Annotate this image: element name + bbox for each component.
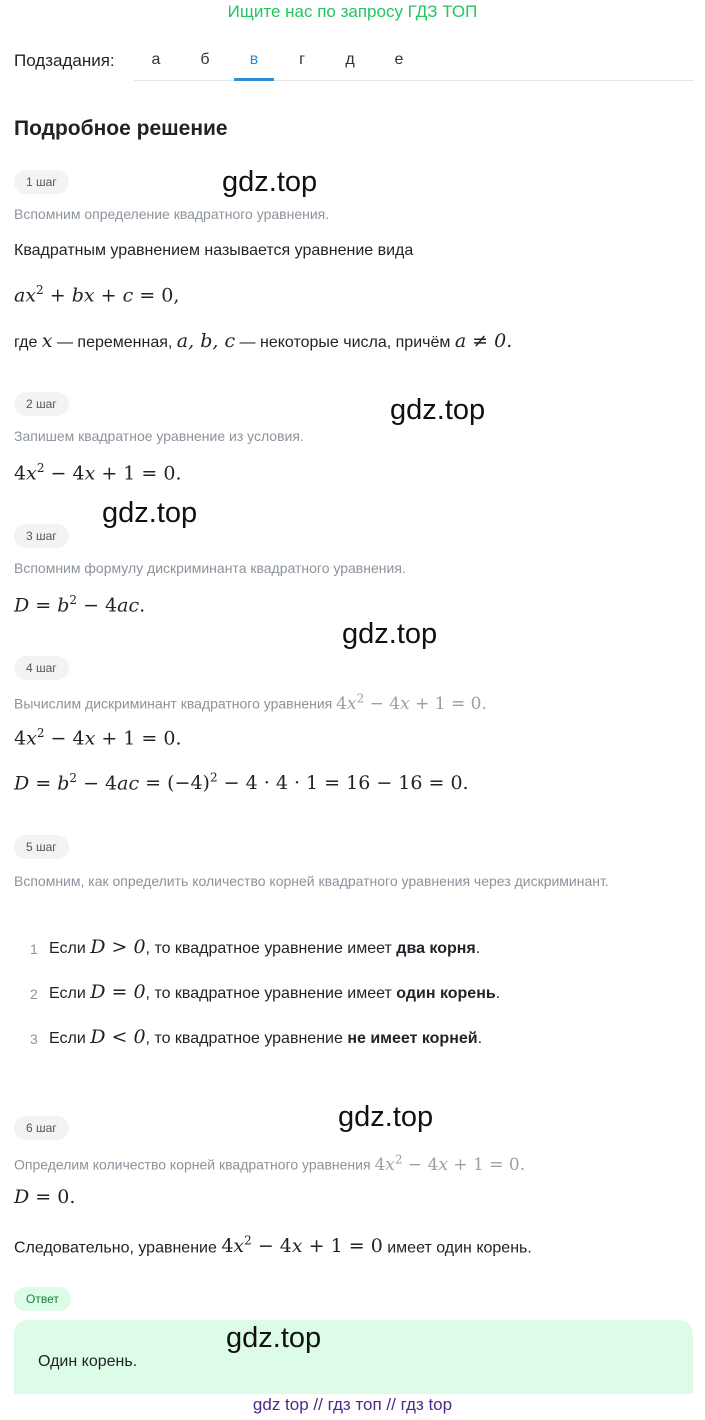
list-item-math: D = 0	[90, 981, 146, 1003]
step-4-hint	[14, 691, 487, 714]
step-3-badge: 3 шаг	[14, 524, 69, 548]
list-item-number: 3	[30, 1031, 38, 1047]
list-item-text: .	[495, 985, 501, 1002]
conclusion-math: $4x^2 - 4x + 1 = 0$	[221, 1234, 383, 1258]
step-4-formula-2: $D = b^2 - 4ac = (-4)^2 - 4 \cdot 4 \cdot 1 = 16 - 16 = 0$.	[14, 771, 469, 795]
footer-links: gdz top // гдз топ // гдз top	[252, 1395, 453, 1414]
def-text-2: — переменная,	[52, 334, 177, 351]
list-item	[49, 1026, 482, 1048]
tab-v[interactable]: в	[234, 44, 274, 81]
tab-d[interactable]: д	[345, 51, 355, 68]
def-text-1: где	[14, 334, 42, 351]
watermark: gdz.top	[390, 394, 486, 426]
step-4-hint-math: $4x^2 - 4x + 1 = 0$.	[336, 691, 487, 714]
list-item-number: 1	[30, 941, 38, 957]
step-1-definition	[14, 330, 512, 352]
promo-banner: Ищите нас по запросу ГДЗ ТОП	[227, 2, 478, 21]
step-6-badge: 6 шаг	[14, 1116, 69, 1140]
step-1-hint: Вспомним определение квадратного уравнения.	[14, 206, 330, 222]
step-6-hint	[14, 1152, 525, 1175]
solution-title: Подробное решение	[14, 117, 228, 140]
step-6-conclusion	[14, 1234, 532, 1257]
def-coeffs: a, b, c	[176, 330, 236, 352]
list-item-text: Если	[49, 985, 91, 1002]
list-item-text: Если	[49, 1030, 91, 1047]
step-6-formula: D = 0.	[14, 1186, 76, 1208]
step-5-hint: Вспомним, как определить количество корней квадратного уравнения через дискриминант.	[14, 873, 609, 889]
step-2-badge: 2 шаг	[14, 392, 69, 416]
list-item-text: Если	[49, 940, 91, 957]
answer-badge: Ответ	[14, 1287, 71, 1311]
tab-a[interactable]: а	[151, 51, 161, 68]
watermark: gdz.top	[226, 1322, 322, 1354]
step-4-badge: 4 шаг	[14, 656, 69, 680]
list-item	[49, 936, 480, 958]
tab-b[interactable]: б	[200, 51, 210, 68]
list-item-bold: не имеет корней	[347, 1030, 478, 1047]
answer-box	[14, 1320, 693, 1394]
step-2-hint: Запишем квадратное уравнение из условия.	[14, 428, 304, 444]
step-3-hint: Вспомним формулу дискриминанта квадратного уравнения.	[14, 560, 406, 576]
watermark: gdz.top	[102, 497, 198, 529]
list-item-text: , то квадратное уравнение	[145, 1030, 348, 1047]
subtasks-tabs	[134, 44, 694, 81]
def-text-3: — некоторые числа, причём	[235, 334, 455, 351]
step-3-formula: $D = b^2 - 4ac$.	[14, 593, 146, 617]
list-item-bold: один корень	[396, 985, 496, 1002]
list-item-bold: два корня	[396, 940, 476, 957]
list-item-math: D > 0	[90, 936, 146, 958]
step-2-formula: $4x^2 - 4x + 1 = 0$.	[14, 461, 182, 485]
watermark: gdz.top	[338, 1101, 434, 1133]
list-item-text: .	[475, 940, 481, 957]
list-item-text: , то квадратное уравнение имеет	[145, 985, 397, 1002]
step-4-formula-1: $4x^2 - 4x + 1 = 0$.	[14, 726, 182, 750]
answer-text: Один корень.	[38, 1353, 138, 1370]
list-item	[49, 981, 500, 1003]
subtasks-label: Подзадания:	[14, 51, 115, 70]
step-1-text: Квадратным уравнением называется уравнение вида	[14, 242, 414, 259]
list-item-text: .	[477, 1030, 483, 1047]
def-var-x: x	[41, 330, 53, 352]
def-condition: a ≠ 0.	[454, 330, 513, 352]
list-item-text: , то квадратное уравнение имеет	[145, 940, 397, 957]
step-1-badge: 1 шаг	[14, 170, 69, 194]
conclusion-text-1: Следовательно, уравнение	[14, 1239, 222, 1257]
step-1-formula: $ax^2$ + bx + c = 0,	[14, 283, 180, 307]
watermark: gdz.top	[342, 618, 438, 650]
watermark: gdz.top	[222, 166, 318, 198]
tab-g[interactable]: г	[299, 51, 305, 68]
step-6-hint-text: Определим количество корней квадратного уравнения	[14, 1156, 375, 1173]
tab-e[interactable]: е	[394, 51, 404, 68]
step-4-hint-text: Вычислим дискриминант квадратного уравнения	[14, 695, 337, 712]
list-item-math: D < 0	[90, 1026, 146, 1048]
list-item-number: 2	[30, 986, 38, 1002]
step-6-hint-math: $4x^2 - 4x + 1 = 0$.	[374, 1152, 526, 1175]
step-5-badge: 5 шаг	[14, 835, 69, 859]
conclusion-text-2: имеет один корень.	[382, 1239, 532, 1257]
